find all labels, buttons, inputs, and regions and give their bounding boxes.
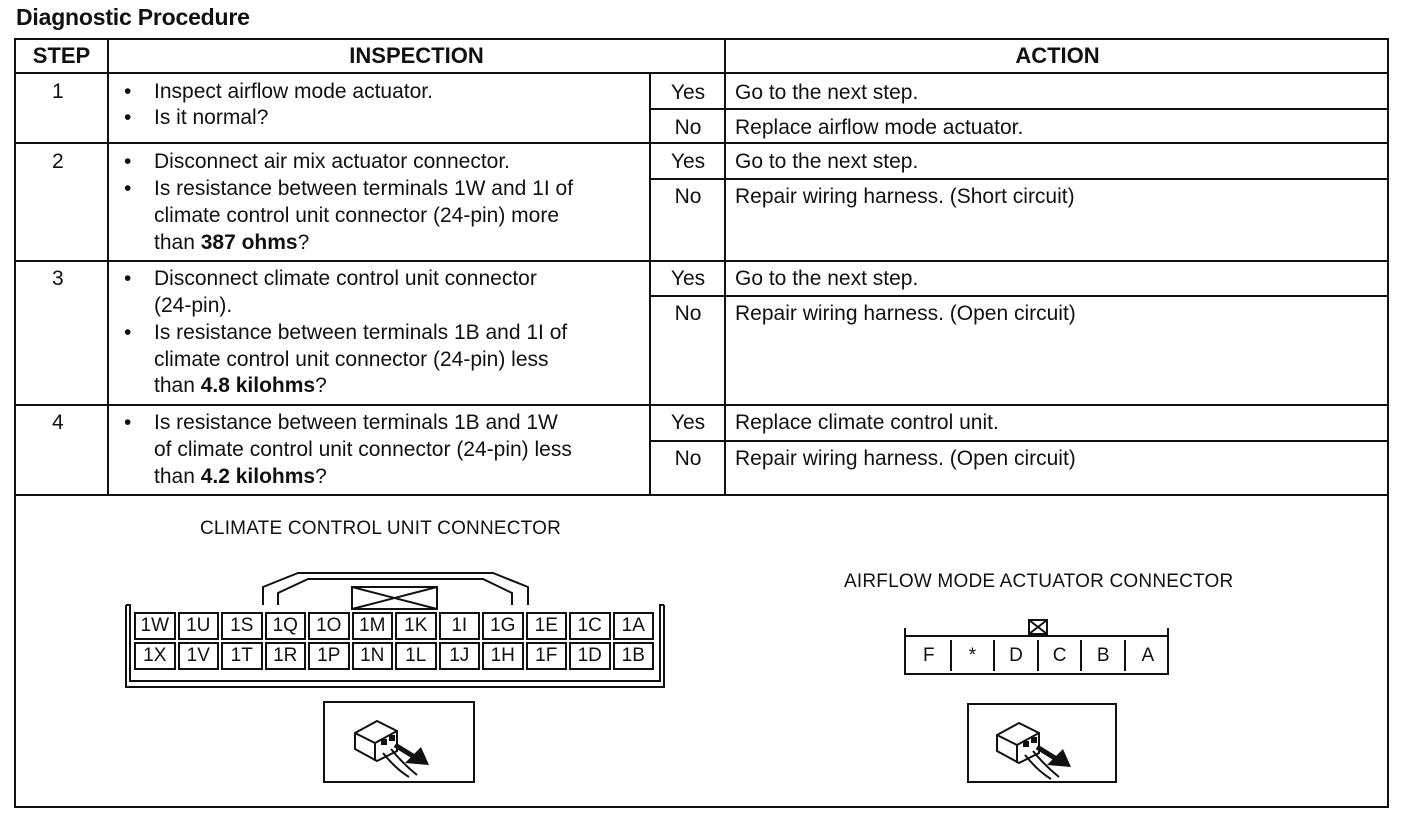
no-action: Replace airflow mode actuator. — [735, 116, 1024, 139]
ccu-pin: 1U — [178, 612, 220, 640]
harness-connector-icon — [969, 705, 1115, 781]
ccu-pin: 1B — [613, 642, 655, 670]
ccu-pin: 1G — [482, 612, 524, 640]
inspection-continuation: than 4.2 kilohms? — [154, 465, 327, 488]
airflow-pin: B — [1082, 640, 1126, 671]
ccu-pin: 1E — [526, 612, 568, 640]
inspection-continuation: than 387 ohms? — [154, 231, 310, 254]
ccu-pin: 1P — [308, 642, 350, 670]
step-number: 1 — [52, 80, 64, 103]
inspection-continuation: (24-pin). — [154, 294, 233, 317]
yes-label: Yes — [670, 411, 706, 434]
inspection-item: • Is it normal? — [124, 106, 269, 129]
yes-action: Replace climate control unit. — [735, 411, 999, 434]
step-number: 2 — [52, 150, 64, 173]
step-number: 3 — [52, 267, 64, 290]
airflow-pin: A — [1141, 645, 1155, 666]
ccu-pin: 1M — [352, 612, 394, 640]
airflow-pin: D — [995, 640, 1039, 671]
step-number: 4 — [52, 411, 64, 434]
ccu-pin: 1R — [265, 642, 307, 670]
header-action: ACTION — [1015, 43, 1100, 68]
ccu-pin: 1J — [439, 642, 481, 670]
airflow-pin: C — [1039, 640, 1083, 671]
airflow-connector-caption: AIRFLOW MODE ACTUATOR CONNECTOR — [844, 571, 1234, 592]
ccu-pin: 1H — [482, 642, 524, 670]
no-label: No — [674, 185, 702, 208]
no-label: No — [674, 447, 702, 470]
yes-action: Go to the next step. — [735, 150, 919, 173]
no-action: Repair wiring harness. (Open circuit) — [735, 302, 1076, 325]
ccu-pin: 1Q — [265, 612, 307, 640]
ccu-pin: 1C — [569, 612, 611, 640]
inspection-continuation: of climate control unit connector (24-pin) less — [154, 438, 572, 461]
airflow-pin: * — [952, 640, 996, 671]
inspection-item: • Is resistance between terminals 1W and 1I of — [124, 177, 574, 200]
ccu-pin: 1F — [526, 642, 568, 670]
yes-action: Go to the next step. — [735, 81, 919, 104]
no-label: No — [674, 302, 702, 325]
no-label: No — [674, 116, 702, 139]
airflow-pin-row — [908, 640, 1170, 671]
inspection-item: • Disconnect climate control unit connector — [124, 267, 537, 290]
ccu-pin: 1K — [395, 612, 437, 640]
ccu-pin: 1O — [308, 612, 350, 640]
ccu-pin: 1D — [569, 642, 611, 670]
inspection-continuation: than 4.8 kilohms? — [154, 374, 327, 397]
inspection-continuation: climate control unit connector (24-pin) more — [154, 204, 560, 227]
yes-label: Yes — [670, 81, 706, 104]
ccu-pin: 1A — [613, 612, 655, 640]
airflow-pin: F — [908, 640, 952, 671]
ccu-connector-icon-box — [323, 701, 475, 783]
ccu-pin: 1T — [221, 642, 263, 670]
yes-label: Yes — [670, 150, 706, 173]
ccu-pin: 1V — [178, 642, 220, 670]
no-action: Repair wiring harness. (Open circuit) — [735, 447, 1076, 470]
yes-action: Go to the next step. — [735, 267, 919, 290]
header-inspection: INSPECTION — [349, 43, 484, 68]
inspection-item: • Disconnect air mix actuator connector. — [124, 150, 510, 173]
no-action: Repair wiring harness. (Short circuit) — [735, 185, 1075, 208]
page-title: Diagnostic Procedure — [16, 4, 250, 30]
harness-connector-icon — [325, 703, 473, 781]
ccu-pin: 1I — [439, 612, 481, 640]
airflow-connector-icon-box — [967, 703, 1117, 783]
inspection-continuation: climate control unit connector (24-pin) less — [154, 348, 549, 371]
ccu-pin: 1N — [352, 642, 394, 670]
inspection-item: • Is resistance between terminals 1B and 1W — [124, 411, 558, 434]
inspection-item: • Is resistance between terminals 1B and 1I of — [124, 321, 568, 344]
ccu-pin: 1S — [221, 612, 263, 640]
ccu-connector-caption: CLIMATE CONTROL UNIT CONNECTOR — [200, 518, 562, 539]
yes-label: Yes — [670, 267, 706, 290]
ccu-pin-grid — [134, 612, 656, 672]
header-step: STEP — [32, 43, 91, 68]
ccu-pin: 1W — [134, 612, 176, 640]
ccu-pin: 1L — [395, 642, 437, 670]
inspection-item: • Inspect airflow mode actuator. — [124, 80, 433, 103]
ccu-pin: 1X — [134, 642, 176, 670]
